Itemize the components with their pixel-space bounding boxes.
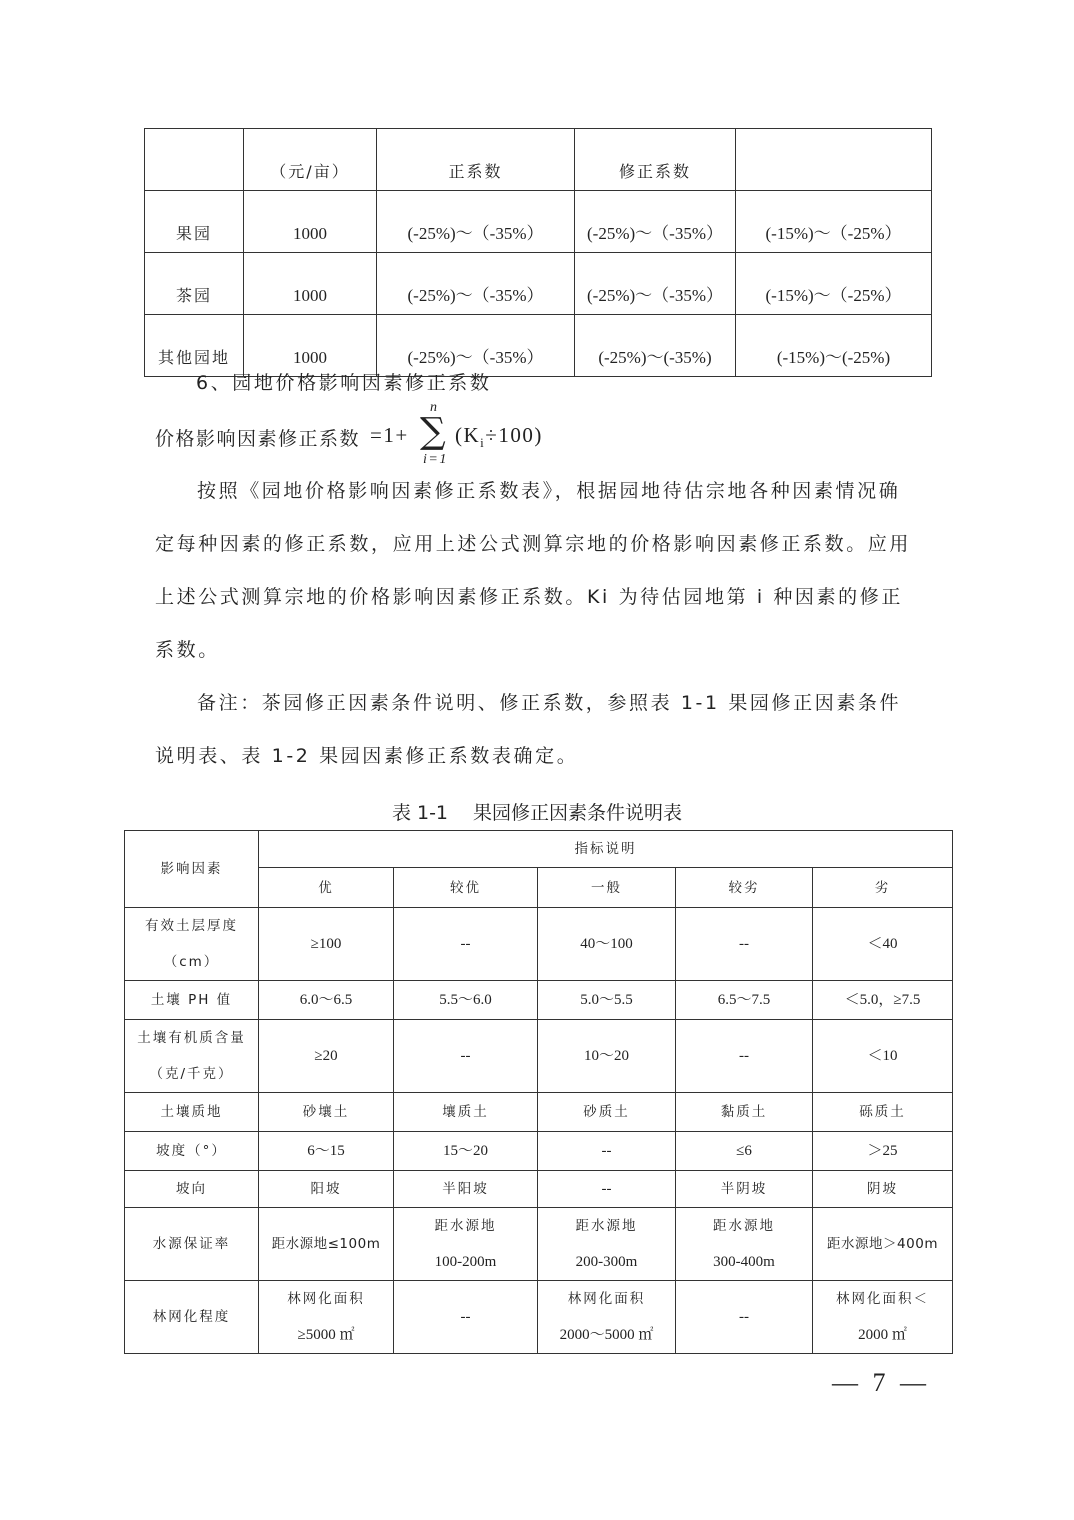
value-line: 6.0～6.5 (299, 992, 353, 1008)
factor-line: 林网化程度 (152, 1309, 231, 1325)
value-cell (259, 1281, 394, 1354)
value-cell (259, 908, 394, 981)
cell: (-15%)～（-25%） (736, 191, 932, 253)
note-paragraph: 备注：茶园修正因素条件说明、修正系数，参照表 1-1 果园修正因素条件说明表、表 1-2 果园因素修正系数表确定。 (155, 692, 902, 767)
value-line: 300-400m (713, 1254, 775, 1270)
value-line: 40～100 (580, 936, 633, 952)
factor-cell (125, 1093, 259, 1132)
factor-cell (125, 1208, 259, 1281)
factor-header: 影响因素 (125, 831, 259, 908)
value-cell (813, 981, 953, 1020)
table-row (145, 253, 932, 315)
table-row (125, 908, 953, 981)
value-cell (394, 908, 538, 981)
value-cell (259, 1171, 394, 1208)
value-line: 10～20 (583, 1048, 629, 1064)
value-line: 砂壤土 (302, 1104, 350, 1120)
value-line: -- (460, 936, 471, 952)
body-paragraph: 按照《园地价格影响因素修正系数表》，根据园地待估宗地各种因素情况确定每种因素的修正系数，应用上述公式测算宗地的价格影响因素修正系数。应用上述公式测算宗地的价格影响因素修正系数。Ki 为待估园地第 i 种因素的修正系数。 (155, 480, 912, 661)
factor-line: 坡度（°） (156, 1143, 227, 1159)
value-line: ＜5.0，≥7.5 (844, 992, 921, 1008)
value-line: 6～15 (307, 1143, 345, 1159)
sum-lower: i=1 (423, 452, 448, 467)
factor-cell (125, 1171, 259, 1208)
grade-header: 较劣 (676, 868, 813, 908)
sigma-icon: ∑ (420, 411, 448, 452)
cell: (-15%)～(-25%) (736, 315, 932, 377)
value-line: 林网化面积＜ (836, 1291, 930, 1307)
factor-line: 水源保证率 (152, 1236, 231, 1252)
value-line: 2000 ㎡ (858, 1327, 907, 1343)
value-line: 砾质土 (859, 1104, 906, 1120)
term-rest: ÷100) (485, 423, 543, 447)
row-label: 果园 (145, 191, 244, 253)
table-row (125, 1281, 953, 1354)
value-cell (676, 1171, 813, 1208)
value-line: -- (460, 1048, 471, 1064)
formula-term (455, 423, 543, 451)
value-line: ≥5000 ㎡ (297, 1327, 355, 1343)
value-line: -- (601, 1143, 612, 1159)
value-cell (813, 1171, 953, 1208)
value-cell (676, 1208, 813, 1281)
value-line: 6.5～7.5 (717, 992, 771, 1008)
value-cell (676, 1020, 813, 1093)
value-cell (813, 1281, 953, 1354)
factor-line: 土壤有机质含量 (137, 1030, 246, 1046)
value-cell (813, 1020, 953, 1093)
value-line: 距水源地 (434, 1218, 497, 1234)
value-line: 200-300m (575, 1254, 638, 1270)
value-cell (259, 1208, 394, 1281)
cell: (-25%)～（-35%） (575, 253, 736, 315)
term-sub: i (480, 435, 486, 451)
grade-header: 较优 (394, 868, 538, 908)
value-line: ＞25 (867, 1143, 898, 1159)
value-cell (394, 1093, 538, 1132)
value-line: 阳坡 (310, 1181, 342, 1197)
section-heading: 6、园地价格影响因素修正系数 (196, 372, 492, 394)
cell: (-25%)～(-35%) (575, 315, 736, 377)
header-cell: （元/亩） (244, 129, 377, 191)
value-line: 距水源地 (575, 1218, 638, 1234)
value-cell (676, 1132, 813, 1171)
table-row (125, 981, 953, 1020)
value-line: 2000～5000 ㎡ (559, 1327, 654, 1343)
factor-line: 坡向 (176, 1181, 207, 1197)
orchard-factor-table (124, 830, 953, 1354)
factor-cell (125, 1281, 259, 1354)
value-line: 壤质土 (442, 1104, 489, 1120)
value-cell (538, 1171, 676, 1208)
value-cell (676, 1093, 813, 1132)
cell: 1000 (244, 191, 377, 253)
value-cell (394, 981, 538, 1020)
factor-cell (125, 981, 259, 1020)
factor-line: （cm） (163, 954, 220, 970)
value-cell (259, 1020, 394, 1093)
value-cell (813, 1132, 953, 1171)
value-cell (259, 981, 394, 1020)
formula-lhs: 价格影响因素修正系数 (155, 428, 361, 450)
table-caption: 表 1-1 果园修正因素条件说明表 (391, 802, 683, 824)
grade-header: 一般 (538, 868, 676, 908)
value-cell (538, 1132, 676, 1171)
term-open: (K (455, 423, 481, 447)
header-cell: 修正系数 (575, 129, 736, 191)
value-cell (538, 1093, 676, 1132)
value-line: 5.5～6.0 (439, 992, 492, 1008)
cell: (-25%)～（-35%） (575, 191, 736, 253)
value-cell (259, 1132, 394, 1171)
value-cell (259, 1093, 394, 1132)
cell: 1000 (244, 315, 377, 377)
table-row (125, 1020, 953, 1093)
table-row (125, 1132, 953, 1171)
value-line: ≤6 (736, 1143, 752, 1159)
formula-eq: =1+ (370, 423, 409, 447)
value-line: 15～20 (442, 1143, 488, 1159)
value-line: ≥20 (314, 1048, 338, 1064)
value-cell (813, 1093, 953, 1132)
value-line: 阴坡 (867, 1181, 899, 1197)
value-line: 半阳坡 (442, 1181, 489, 1197)
cell: 1000 (244, 253, 377, 315)
sum-upper: n (430, 400, 439, 415)
cell: (-25%)～（-35%） (377, 253, 575, 315)
table-row (125, 1093, 953, 1132)
value-line: 林网化面积 (287, 1291, 365, 1307)
value-cell (538, 908, 676, 981)
value-line: 砂质土 (583, 1104, 630, 1120)
cell: (-15%)～（-25%） (736, 253, 932, 315)
value-cell (676, 981, 813, 1020)
value-line: 距水源地≤100m (271, 1236, 381, 1252)
value-cell (538, 1208, 676, 1281)
row-label: 其他园地 (145, 315, 244, 377)
factor-line: 土壤 PH 值 (150, 992, 233, 1008)
table-row (125, 1208, 953, 1281)
value-cell (538, 1281, 676, 1354)
table-header-row (145, 129, 932, 191)
header-cell: 正系数 (377, 129, 575, 191)
value-cell (538, 1020, 676, 1093)
value-cell (394, 1208, 538, 1281)
value-line: 100-200m (434, 1254, 497, 1270)
header-cell (145, 129, 244, 191)
value-line: -- (739, 1048, 749, 1064)
factor-line: （克/千克） (149, 1066, 234, 1082)
value-line: -- (739, 936, 749, 952)
factor-cell (125, 908, 259, 981)
header-cell (736, 129, 932, 191)
value-line: 距水源地＞400m (827, 1236, 938, 1252)
value-line: ≥100 (310, 936, 342, 952)
value-cell (813, 1208, 953, 1281)
land-price-coefficient-table (144, 128, 932, 377)
value-line: 距水源地 (713, 1218, 775, 1234)
value-line: ＜40 (867, 936, 898, 952)
factor-cell (125, 1020, 259, 1093)
factor-cell (125, 1132, 259, 1171)
value-line: 5.0～5.5 (580, 992, 633, 1008)
value-line: -- (460, 1309, 471, 1325)
cell: (-25%)～（-35%） (377, 315, 575, 377)
value-cell (394, 1171, 538, 1208)
table-row (145, 191, 932, 253)
value-line: -- (601, 1181, 612, 1197)
value-line: -- (739, 1309, 749, 1325)
page-number: — 7 — (832, 1368, 930, 1397)
row-label: 茶园 (145, 253, 244, 315)
value-line: 半阴坡 (720, 1181, 768, 1197)
value-line: ＜10 (867, 1048, 898, 1064)
value-cell (538, 981, 676, 1020)
value-cell (394, 1020, 538, 1093)
value-line: 林网化面积 (567, 1291, 646, 1307)
indicator-header: 指标说明 (259, 831, 953, 868)
value-line: 黏质土 (720, 1104, 768, 1120)
value-cell (394, 1132, 538, 1171)
factor-line: 土壤质地 (160, 1104, 223, 1120)
table-row (125, 1171, 953, 1208)
grade-header: 劣 (813, 868, 953, 908)
value-cell (676, 1281, 813, 1354)
grade-header: 优 (259, 868, 394, 908)
factor-line: 有效土层厚度 (145, 918, 238, 934)
cell: (-25%)～（-35%） (377, 191, 575, 253)
value-cell (813, 908, 953, 981)
value-cell (394, 1281, 538, 1354)
value-cell (676, 908, 813, 981)
